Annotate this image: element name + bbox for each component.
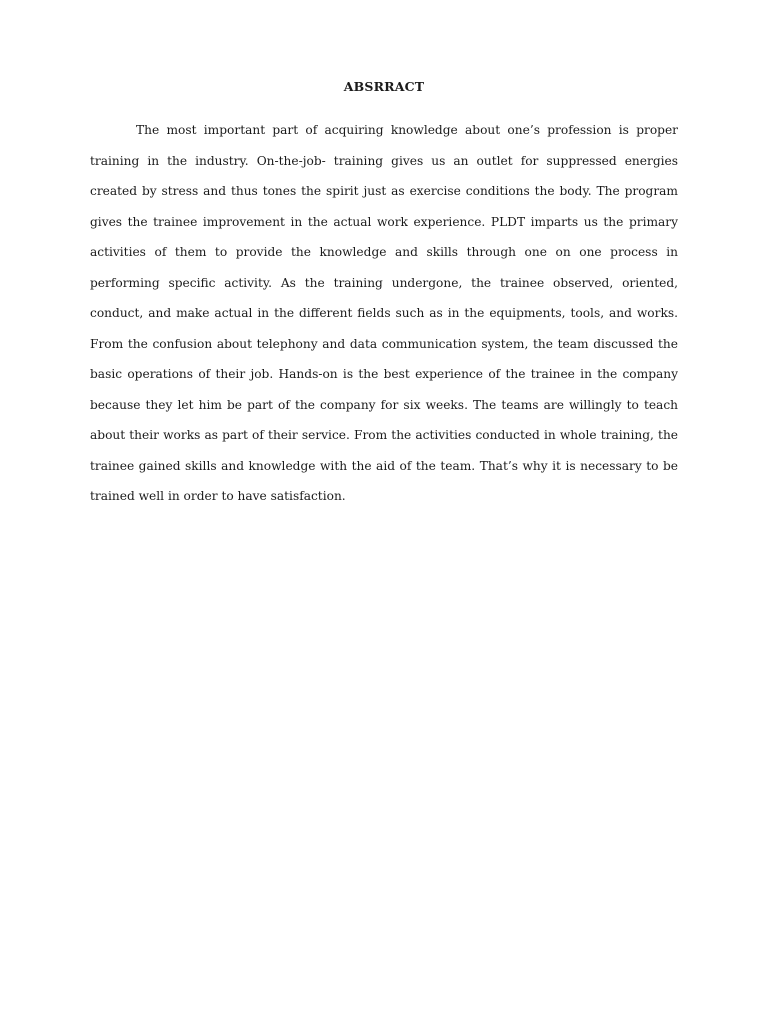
page-title: ABSRRACT bbox=[343, 79, 425, 94]
abstract-paragraph: The most important part of acquiring knowledge about one’s profession is proper training in the industry. On-the-job- training gives us an outlet for suppressed energies created by stress and thus tones the spirit just as exercise conditions the body. The program gives the trainee improvement in the actual work experience. PLDT imparts us the primary activities of them to provide the knowledge and skills through one on one process in performing specific activity. As the training undergone, the trainee observed, oriented, conduct, and make actual in the different fields such as in the equipments, tools, and works. From the confusion about telephony and data communication system, the team discussed the basic operations of their job. Hands-on is the best experience of the trainee in the company because they let him be part of the company for six weeks. The teams are willingly to teach about their works as part of their service. From the activities conducted in whole training, the trainee gained skills and knowledge with the aid of the team. That’s why it is necessary to be trained well in order to have satisfaction. bbox=[90, 123, 678, 503]
